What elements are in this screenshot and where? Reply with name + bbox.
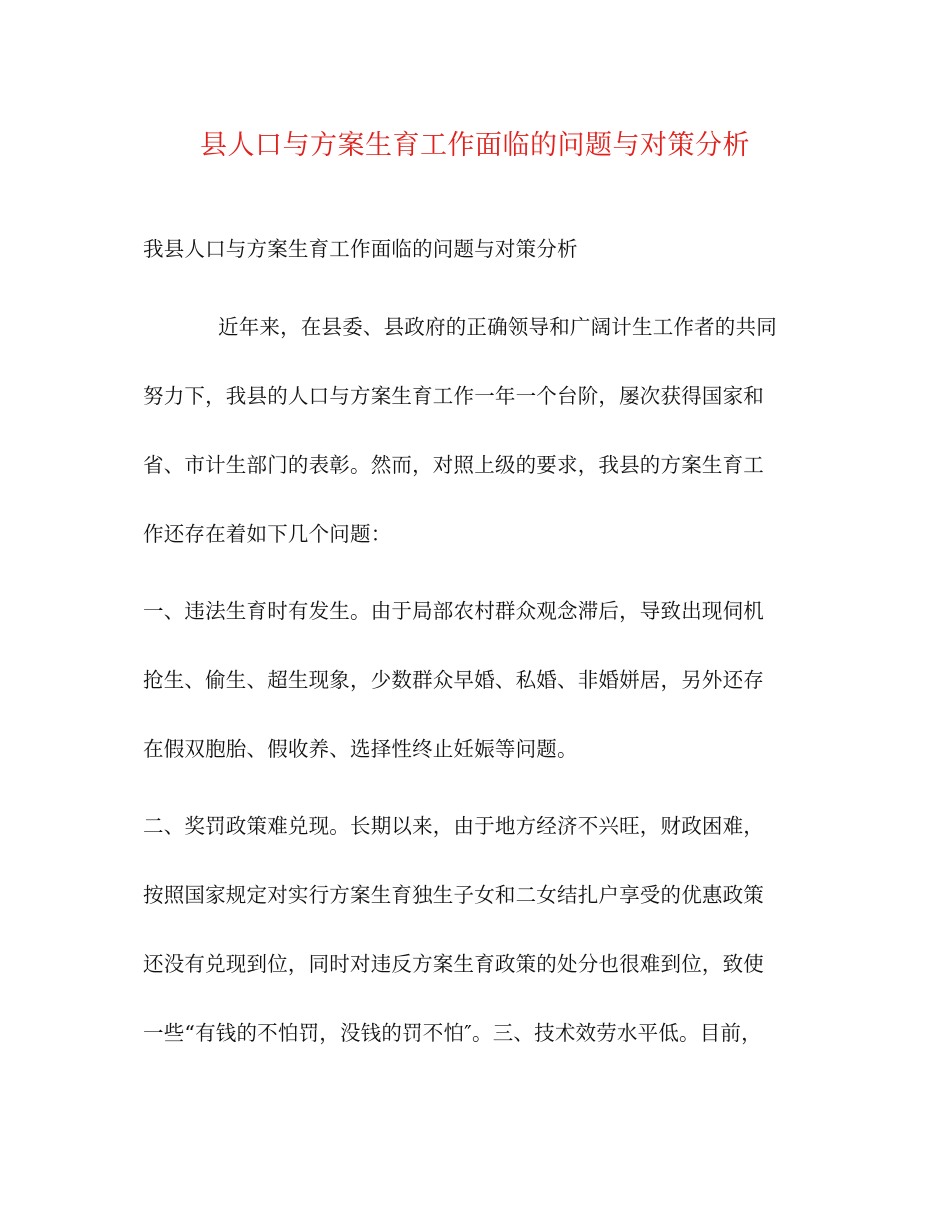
body-line: 还没有兑现到位，同时对违反方案生育政策的处分也很难到位，致使	[143, 952, 764, 976]
body-line: 努力下，我县的人口与方案生育工作一年一个台阶，屡次获得国家和	[143, 384, 764, 408]
body-line: 在假双胞胎、假收养、选择性终止妊娠等问题。	[143, 737, 578, 761]
body-line: 按照国家规定对实行方案生育独生子女和二女结扎户享受的优惠政策	[143, 883, 764, 907]
body-line: 一、违法生育时有发生。由于局部农村群众观念滞后，导致出现伺机	[143, 599, 764, 623]
body-line-subtitle: 我县人口与方案生育工作面临的问题与对策分析	[143, 237, 578, 261]
body-line: 二、奖罚政策难兑现。长期以来，由于地方经济不兴旺，财政困难，	[143, 814, 764, 838]
body-line: 近年来，在县委、县政府的正确领导和广阔计生工作者的共同	[218, 315, 777, 339]
body-line: 一些“有钱的不怕罚，没钱的罚不怕″。三、技术效劳水平低。目前，	[143, 1021, 762, 1045]
body-line: 省、市计生部门的表彰。然而，对照上级的要求，我县的方案生育工	[143, 453, 764, 477]
body-line: 抢生、偷生、超生现象，少数群众早婚、私婚、非婚姘居，另外还存	[143, 668, 764, 692]
body-line: 作还存在着如下几个问题：	[143, 522, 392, 546]
document-title: 县人口与方案生育工作面临的问题与对策分析	[200, 130, 750, 161]
